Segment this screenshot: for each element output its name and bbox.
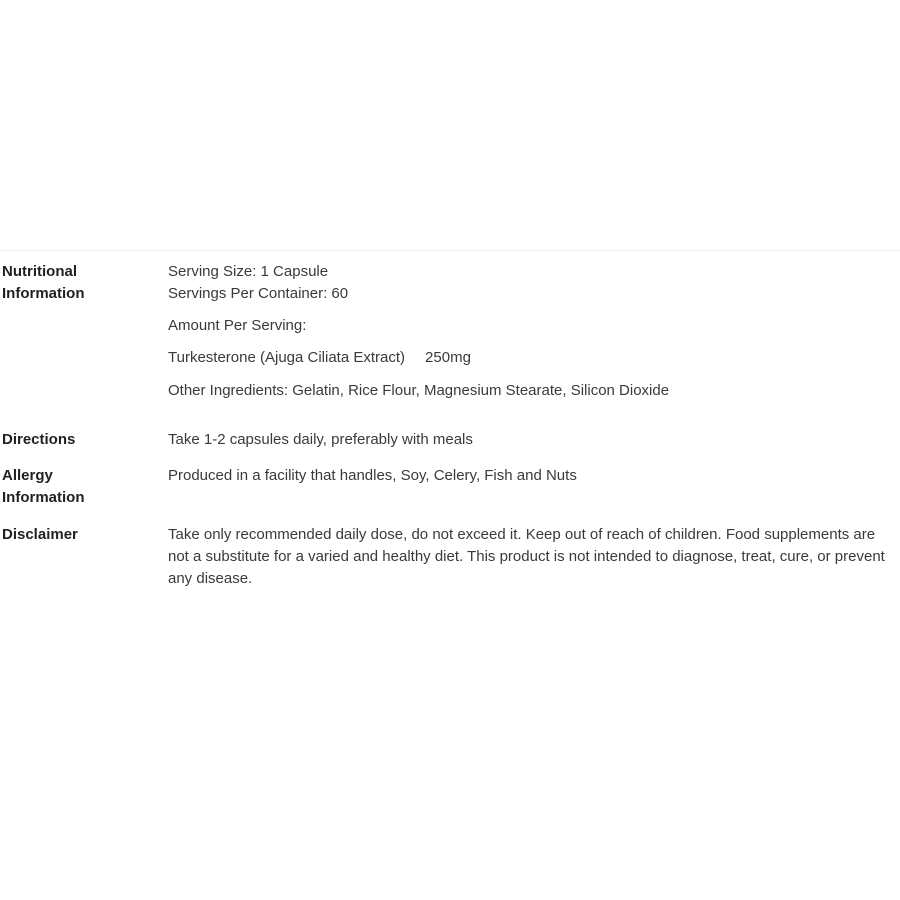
product-info-table <box>0 250 900 587</box>
disclaimer-value: Take only recommended daily dose, do not exceed it. Keep out of reach of children. Food supplements are not a substitute for a varied and healthy diet. This product is not intended to diagnose, treat, cure, or prevent any disease. <box>168 526 885 587</box>
directions-value: Take 1-2 capsules daily, preferably with meals <box>168 431 473 448</box>
allergy-value: Produced in a facility that handles, Soy, Celery, Fish and Nuts <box>168 467 577 484</box>
allergy-label: Allergy Information <box>2 467 85 506</box>
ingredient-amount: 250mg <box>425 349 471 366</box>
nutritional-info-label: Nutritional Information <box>2 263 85 302</box>
ingredient-name: Turkesterone (Ajuga Ciliata Extract) <box>168 349 406 366</box>
other-ingredients: Other Ingredients: Gelatin, Rice Flour, Magnesium Stearate, Silicon Dioxide <box>168 382 670 399</box>
servings-per-container: Servings Per Container: 60 <box>168 285 349 302</box>
serving-size: Serving Size: 1 Capsule <box>168 263 329 280</box>
directions-label: Directions <box>2 431 76 448</box>
amount-per-serving: Amount Per Serving: <box>168 317 307 334</box>
ingredient-line <box>168 347 900 369</box>
nutritional-info-value <box>168 261 900 402</box>
disclaimer-label: Disclaimer <box>2 526 78 543</box>
